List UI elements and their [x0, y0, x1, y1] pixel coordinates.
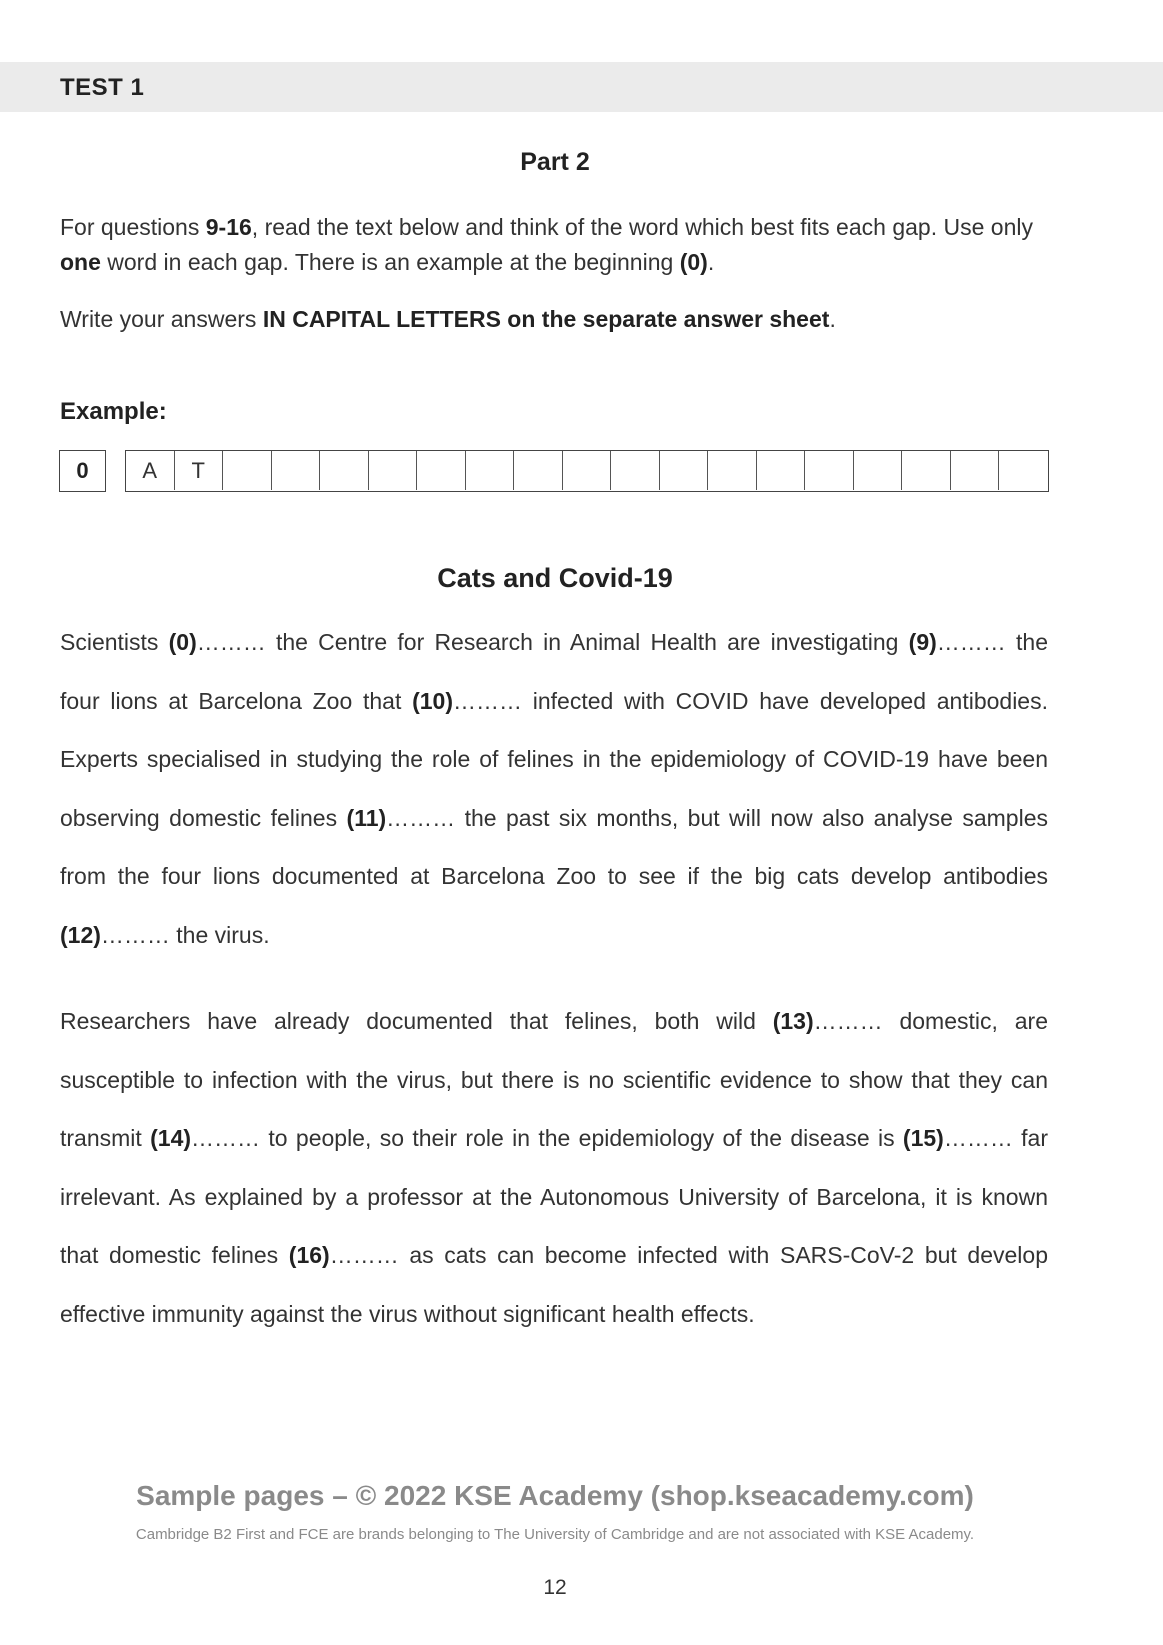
example-letter-box — [757, 451, 806, 490]
example-number-box: 0 — [59, 450, 106, 492]
example-letter-box — [514, 451, 563, 490]
text-run: Researchers have already documented that felines, both wild — [60, 1008, 773, 1034]
bold-text-run: (10) — [412, 687, 453, 714]
test-header-bar — [0, 62, 1163, 112]
example-letter-box — [660, 451, 709, 490]
example-letter-box — [805, 451, 854, 490]
example-letter-box — [466, 451, 515, 490]
text-run: Scientists — [60, 629, 169, 655]
bold-text-run: (15) — [902, 1125, 944, 1151]
text-run: ……… to people, so their role in the epidemiology of the disease is — [191, 1125, 903, 1151]
bold-text-run: IN CAPITAL LETTERS on the separate answer sheet — [262, 306, 830, 332]
bold-text-run: one — [60, 249, 101, 275]
text-run: ……… the past six months, but will now also analyse samples from the four lions documented at Barcelona Zoo to see if the big cats develop antibodies — [60, 804, 1048, 889]
text-run: For questions — [60, 214, 206, 240]
text-paragraph-2 — [60, 992, 1048, 1343]
text-run: ……… infected with COVID have developed antibodies. Experts specialised in studying the role of felines in the epidemiology of COVID-19 have been observing domestic felines — [60, 687, 1048, 831]
bold-text-run: (12) — [60, 921, 101, 948]
text-run: ……… the Centre for Research in Animal Health are investigating — [196, 629, 909, 655]
bold-text-run: (0) — [168, 629, 197, 655]
text-run: ……… as cats can become infected with SARS-CoV-2 but develop effective immunity against the virus without significant health effects. — [60, 1242, 1049, 1327]
instructions-line-1 — [60, 210, 1070, 280]
bold-text-run: (9) — [908, 629, 937, 655]
example-label: Example: — [60, 398, 167, 425]
text-run: , read the text below and think of the word which best fits each gap. Use only — [251, 214, 1033, 240]
instructions-line-2 — [60, 302, 1070, 337]
example-letter-box: A — [126, 451, 175, 490]
page-number: 12 — [543, 1576, 567, 1599]
example-letter-box — [417, 451, 466, 490]
part-title: Part 2 — [520, 148, 590, 176]
example-letter-box — [708, 451, 757, 490]
example-letter-box — [854, 451, 903, 490]
example-letter-box: T — [175, 451, 224, 490]
text-paragraph-1 — [60, 613, 1048, 964]
test-label: TEST 1 — [60, 74, 145, 101]
bold-text-run: (14) — [150, 1125, 192, 1151]
example-letter-box — [999, 451, 1048, 490]
bold-text-run: (16) — [288, 1242, 330, 1268]
example-letter-box — [611, 451, 660, 490]
text-run: ……… the four lions at Barcelona Zoo that — [60, 629, 1048, 714]
example-letter-box — [223, 451, 272, 490]
footer-copyright: Sample pages – © 2022 KSE Academy (shop.kseacademy.com) — [136, 1480, 974, 1511]
text-run: . — [707, 249, 715, 275]
text-run: . — [829, 306, 836, 332]
example-answer-boxes — [125, 450, 1049, 492]
text-run: ……… the virus. — [100, 921, 270, 948]
text-run: ……… domestic, are susceptible to infection with the virus, but there is no scientific evidence to show that they can transmit — [60, 1008, 1048, 1151]
example-letter-box — [369, 451, 418, 490]
example-letter-box — [272, 451, 321, 490]
bold-text-run: 9-16 — [205, 214, 252, 240]
text-run: word in each gap. There is an example at the beginning — [100, 249, 680, 275]
text-title: Cats and Covid-19 — [437, 563, 673, 593]
example-letter-box — [902, 451, 951, 490]
text-run: ……… far irrelevant. As explained by a professor at the Autonomous University of Barcelona, it is known that domestic felines — [60, 1125, 1049, 1268]
bold-text-run: (11) — [346, 804, 387, 831]
bold-text-run: (13) — [772, 1008, 814, 1034]
example-letter-box — [320, 451, 369, 490]
example-letter-box — [951, 451, 1000, 490]
example-letter-box — [563, 451, 612, 490]
footer-disclaimer: Cambridge B2 First and FCE are brands belonging to The University of Cambridge and are not associated with KSE Academy. — [135, 1526, 975, 1543]
text-run: Write your answers — [60, 306, 263, 332]
bold-text-run: (0) — [679, 249, 708, 275]
